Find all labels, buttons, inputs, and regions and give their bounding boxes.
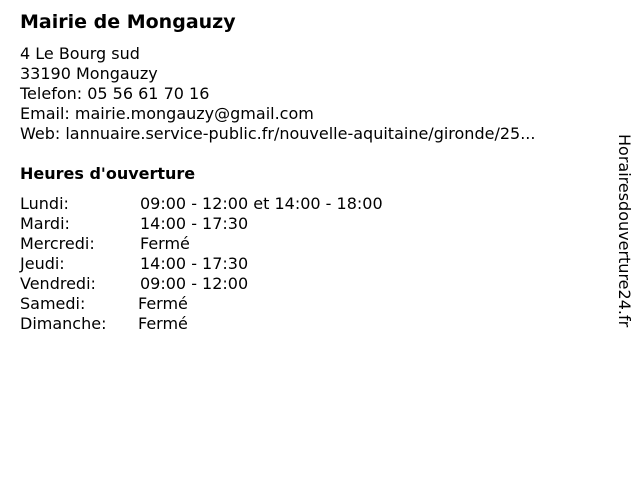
day-label: Dimanche: [20,314,107,333]
email-text: Email: mairie.mongauzy@gmail.com [20,104,314,123]
site-watermark: Horairesdouverture24.fr [615,134,634,328]
hours-heading: Heures d'ouverture [20,164,196,183]
hours-value: 14:00 - 17:30 [140,214,249,233]
phone-text: Telefon: 05 56 61 70 16 [20,84,210,103]
address-city: 33190 Mongauzy [20,64,158,83]
hours-value: Fermé [138,314,188,333]
day-label: Mardi: [20,214,70,233]
hours-value: 14:00 - 17:30 [140,254,249,273]
day-label: Jeudi: [20,254,65,273]
day-label: Samedi: [20,294,86,313]
hours-value: 09:00 - 12:00 [140,274,249,293]
contact-info [20,44,535,144]
address-street: 4 Le Bourg sud [20,44,140,63]
day-label: Vendredi: [20,274,96,293]
day-label: Lundi: [20,194,69,213]
hours-value: Fermé [138,294,188,313]
day-label: Mercredi: [20,234,95,253]
web-text: Web: lannuaire.service-public.fr/nouvelle-aquitaine/gironde/25... [20,124,536,143]
page-title: Mairie de Mongauzy [20,11,236,33]
hours-value: Fermé [140,234,190,253]
hours-value: 09:00 - 12:00 et 14:00 - 18:00 [140,194,383,213]
